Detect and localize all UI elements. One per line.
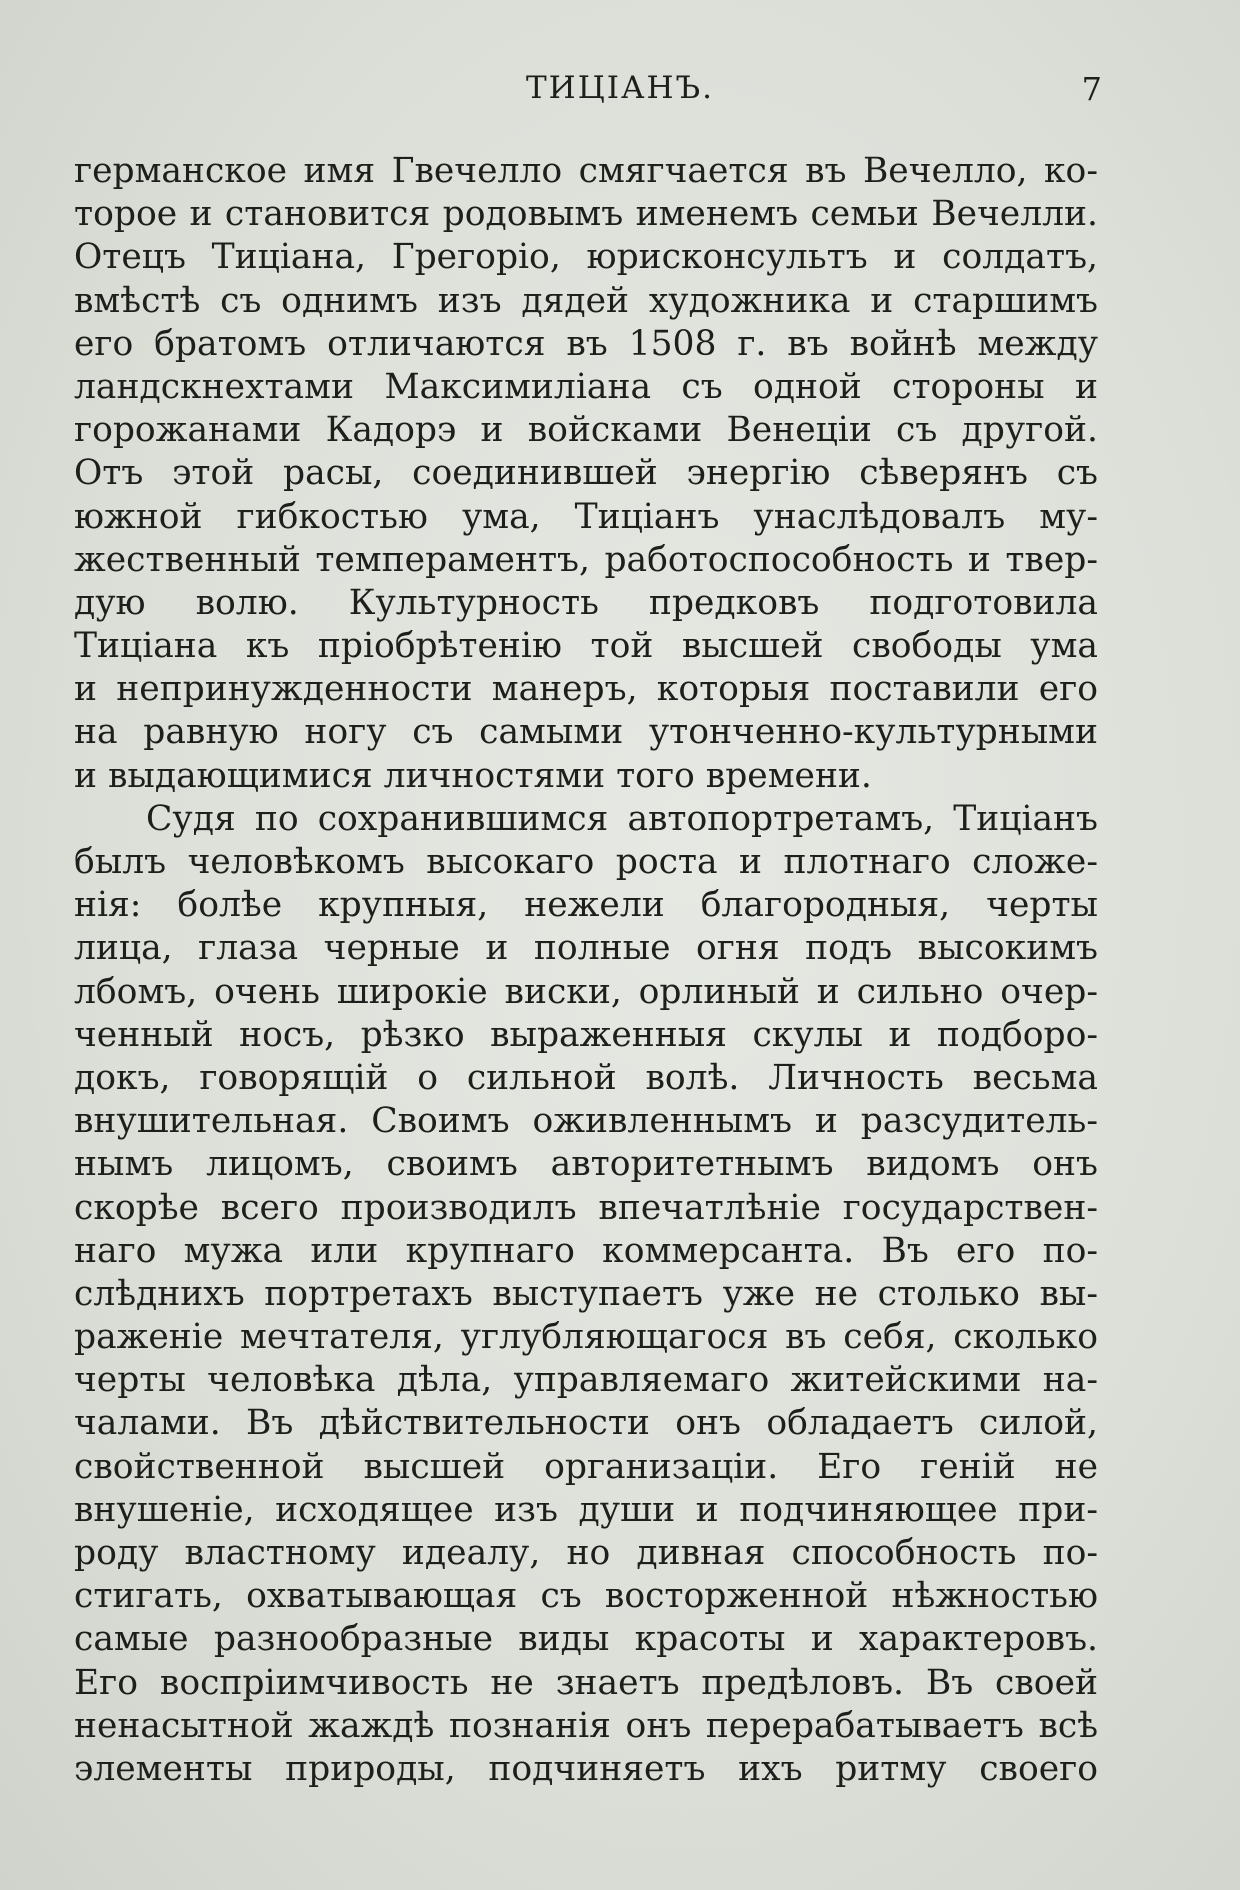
text-line: наго мужа или крупнаго коммерсанта. Въ его по- [74, 1230, 1098, 1271]
text-line: роду властному идеалу, но дивная способность по- [74, 1533, 1098, 1573]
text-line: и выдающимися личностями того времени. [74, 755, 872, 796]
text-line: и непринужденности манеръ, которыя поставили его [74, 669, 1098, 710]
text-line: внушеніе, исходящее изъ души и подчиняющее при- [74, 1489, 1098, 1530]
text-line: докъ, говорящій о сильной волѣ. Личность весьма [74, 1057, 1098, 1098]
text-line: лица, глаза черные и полные огня подъ высокимъ [74, 928, 1098, 969]
text-line: Судя по сохранившимся автопортретамъ, Тиціанъ [146, 798, 1098, 839]
text-line: скорѣе всего производилъ впечатлѣніе государствен- [74, 1187, 1098, 1228]
text-line: его братомъ отличаются въ 1508 г. въ войнѣ между [74, 323, 1098, 364]
text-line: былъ человѣкомъ высокаго роста и плотнаго сложе- [74, 842, 1098, 882]
paragraph [74, 150, 1098, 798]
text-line: горожанами Кадорэ и войсками Венеціи съ другой. [74, 410, 1098, 451]
text-line: на равную ногу съ самыми утонченно-культурными [74, 712, 1098, 753]
text-line: нія: болѣе крупныя, нежели благородныя, черты [74, 885, 1098, 926]
text-line: свойственной высшей организаціи. Его геній не [74, 1446, 1098, 1487]
text-line: стигать, охватывающая съ восторженной нѣжностью [74, 1576, 1098, 1617]
text-line: ненасытной жаждѣ познанія онъ перерабатываетъ всѣ [74, 1705, 1098, 1746]
page-number: 7 [1081, 70, 1102, 108]
text-line: слѣднихъ портретахъ выступаетъ уже не столько вы- [74, 1273, 1098, 1314]
running-title: ТИЦІАНЪ. [526, 70, 714, 106]
text-line: ченный носъ, рѣзко выраженныя скулы и подборо- [74, 1014, 1098, 1055]
text-line: германское имя Гвечелло смягчается въ Вечелло, ко- [74, 151, 1098, 191]
text-line: вмѣстѣ съ однимъ изъ дядей художника и старшимъ [74, 280, 1098, 321]
text-line: Его воспріимчивость не знаетъ предѣловъ. Въ своей [74, 1662, 1098, 1703]
text-line: нымъ лицомъ, своимъ авторитетнымъ видомъ онъ [74, 1144, 1098, 1185]
text-line: южной гибкостью ума, Тиціанъ унаслѣдовалъ му- [74, 496, 1098, 537]
text-line: элементы природы, подчиняетъ ихъ ритму своего [74, 1748, 1098, 1789]
text-line: ландскнехтами Максимиліана съ одной стороны и [74, 366, 1098, 407]
text-line: Отецъ Тиціана, Грегоріо, юрисконсультъ и солдатъ, [74, 237, 1098, 278]
text-line: дую волю. Культурность предковъ подготовила [74, 582, 1098, 623]
text-line: жественный темпераментъ, работоспособность и твер- [74, 539, 1098, 580]
running-head [0, 70, 1240, 120]
text-line: раженіе мечтателя, углубляющагося въ себя, сколько [74, 1317, 1098, 1358]
text-line: чалами. Въ дѣйствительности онъ обладаетъ силой, [74, 1403, 1098, 1444]
text-line: торое и становится родовымъ именемъ семьи Вечелли. [74, 194, 1098, 235]
text-line: внушительная. Своимъ оживленнымъ и разсудитель- [74, 1101, 1098, 1142]
paragraph [74, 798, 1098, 1791]
text-line: Тиціана къ пріобрѣтенію той высшей свободы ума [74, 626, 1098, 667]
body-text [74, 150, 1098, 1791]
text-line: лбомъ, очень широкіе виски, орлиный и сильно очер- [74, 971, 1098, 1012]
text-line: самые разнообразные виды красоты и характеровъ. [74, 1619, 1098, 1660]
text-line: Отъ этой расы, соединившей энергію сѣверянъ съ [74, 453, 1098, 494]
text-line: черты человѣка дѣла, управляемаго житейскими на- [74, 1360, 1098, 1401]
